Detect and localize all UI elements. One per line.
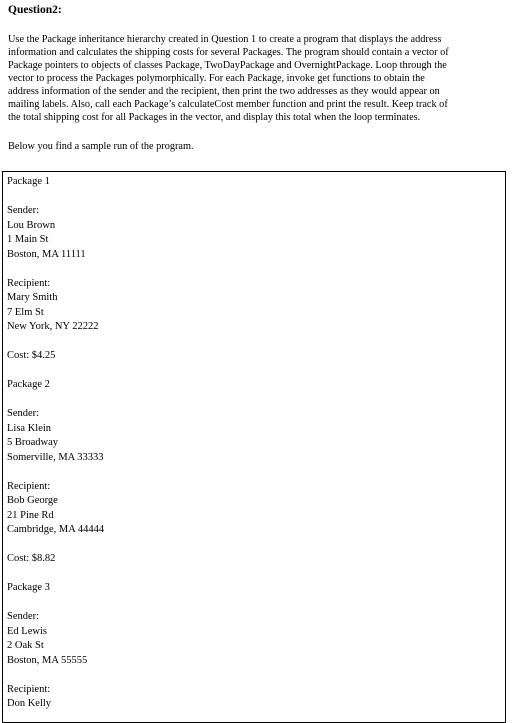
recipient-label: Recipient: (7, 683, 51, 695)
blank-line (7, 190, 505, 205)
blank-line (7, 393, 505, 408)
recipient-name: Bob George (7, 495, 58, 506)
sample-run-box (2, 171, 506, 723)
blank-line (7, 538, 505, 553)
package-cost: Cost: $8.82 (7, 553, 56, 564)
blank-line (7, 335, 505, 350)
paragraph-line: Package pointers to objects of classes Package, TwoDayPackage and OvernightPackage. Loop through the (8, 60, 447, 71)
sender-name: Ed Lewis (7, 625, 47, 637)
document-page (8, 0, 516, 153)
blank-line (7, 668, 505, 683)
package-title: Package 1 (7, 176, 50, 187)
paragraph-line: address information of the sender and the recipient, then print the two addresses as they would appear on (8, 86, 440, 97)
sender-name: Lou Brown (7, 219, 56, 231)
sender-label: Sender: (7, 611, 40, 622)
blank-line (7, 364, 505, 379)
recipient-city: Cambridge, MA 44444 (7, 524, 105, 535)
sender-label: Sender: (7, 205, 40, 216)
package-title: Package 3 (7, 582, 50, 593)
blank-line (7, 465, 505, 480)
recipient-city: New York, NY 22222 (7, 321, 99, 332)
sender-city: Boston, MA 55555 (7, 654, 88, 666)
recipient-name: Don Kelly (7, 698, 52, 709)
package-cost: Cost: $4.25 (7, 350, 56, 361)
sender-name: Lisa Klein (7, 422, 52, 434)
paragraph-line: vector to process the Packages polymorphically. For each Package, invoke get functions to obtain the (8, 73, 425, 84)
paragraph-line: the total shipping cost for all Packages in the vector, and display this total when the loop terminates. (8, 112, 421, 123)
sender-street: 1 Main St (7, 234, 49, 245)
recipient-label: Recipient: (7, 480, 51, 492)
recipient-name: Mary Smith (7, 292, 58, 303)
sender-street: 2 Oak St (7, 640, 44, 651)
blank-line (7, 567, 505, 582)
question-heading: Question2: (8, 4, 62, 16)
sender-city: Somerville, MA 33333 (7, 451, 104, 463)
sender-street: 5 Broadway (7, 437, 59, 448)
sender-label: Sender: (7, 408, 40, 419)
package-title: Package 2 (7, 379, 50, 390)
blank-line (7, 262, 505, 277)
paragraph-line: information and calculates the shipping costs for several Packages. The program should contain a vector of (8, 47, 449, 58)
recipient-label: Recipient: (7, 277, 51, 289)
paragraph-line: Use the Package inheritance hierarchy created in Question 1 to create a program that displays the address (8, 34, 442, 45)
sample-intro: Below you find a sample run of the program. (8, 141, 194, 152)
recipient-street: 21 Pine Rd (7, 509, 54, 521)
sender-city: Boston, MA 11111 (7, 248, 86, 260)
paragraph-line: mailing labels. Also, call each Package’s calculateCost member function and print the result. Keep track of (8, 99, 448, 110)
question-paragraph (8, 33, 516, 124)
blank-line (7, 596, 505, 611)
recipient-street: 7 Elm St (7, 306, 44, 318)
